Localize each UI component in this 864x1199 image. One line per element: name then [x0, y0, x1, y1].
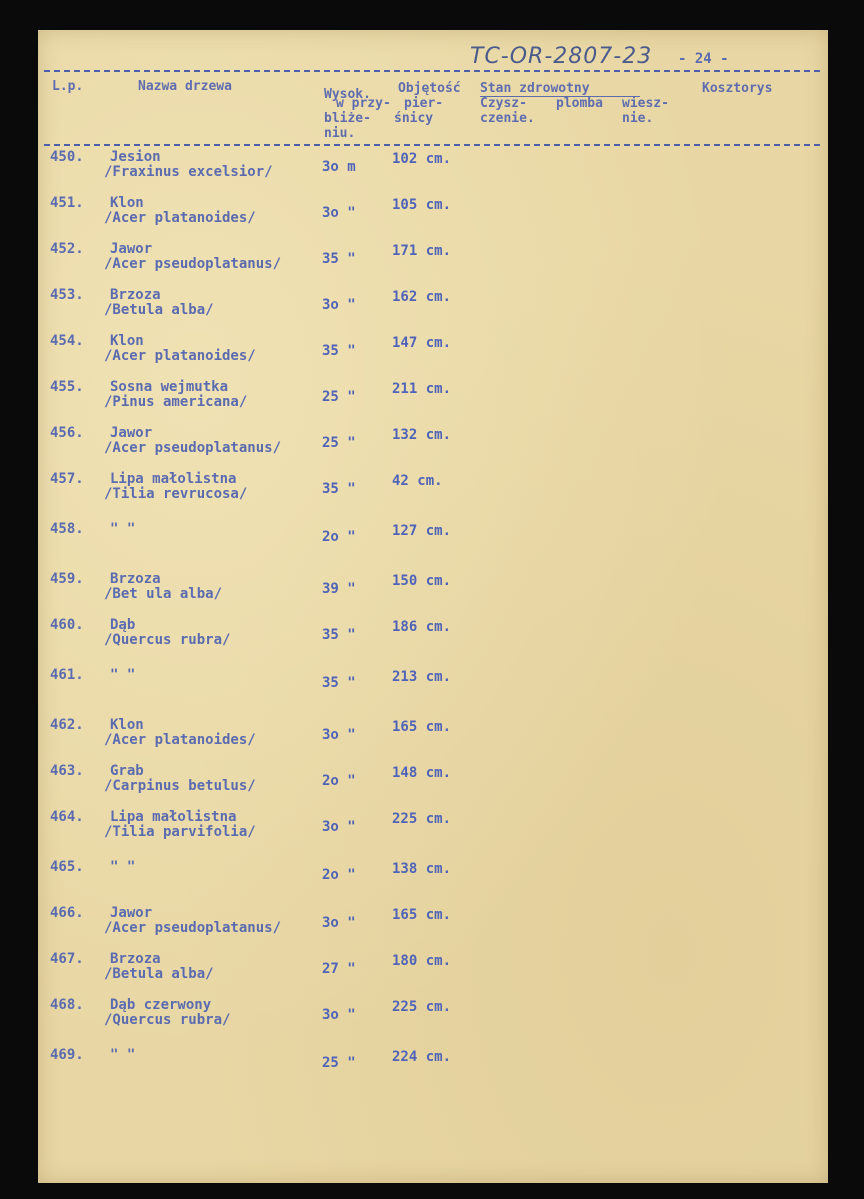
- handwritten-reference: TC-OR-2807-23: [470, 44, 653, 69]
- row-number: 455.: [50, 379, 84, 395]
- trunk-circumference: 211 cm.: [392, 381, 452, 397]
- tree-height: 27 ": [322, 961, 356, 977]
- tree-latin-name: /Quercus rubra/: [104, 1012, 231, 1028]
- tree-height: 25 ": [322, 435, 356, 451]
- row-number: 466.: [50, 905, 84, 921]
- tree-common-name: Lipa małolistna: [110, 471, 237, 487]
- header-height-line3: bliże-: [324, 111, 371, 126]
- row-number: 460.: [50, 617, 84, 633]
- tree-height: 35 ": [322, 627, 356, 643]
- tree-common-name: Brzoza: [110, 287, 161, 303]
- tree-height: 2o ": [322, 529, 356, 545]
- header-bottom-rule: [44, 144, 820, 146]
- row-number: 468.: [50, 997, 84, 1013]
- tree-common-name: " ": [110, 667, 136, 683]
- tree-common-name: " ": [110, 521, 136, 537]
- tree-latin-name: /Quercus rubra/: [104, 632, 231, 648]
- row-number: 454.: [50, 333, 84, 349]
- tree-height: 3o ": [322, 915, 356, 931]
- tree-common-name: Dąb czerwony: [110, 997, 212, 1013]
- page-number: - 24 -: [678, 51, 729, 67]
- tree-latin-name: /Tilia revrucosa/: [104, 486, 248, 502]
- row-number: 459.: [50, 571, 84, 587]
- tree-common-name: Lipa małolistna: [110, 809, 237, 825]
- tree-latin-name: /Pinus americana/: [104, 394, 248, 410]
- tree-common-name: Brzoza: [110, 571, 161, 587]
- trunk-circumference: 213 cm.: [392, 669, 452, 685]
- tree-height: 25 ": [322, 1055, 356, 1071]
- tree-height: 25 ": [322, 389, 356, 405]
- trunk-circumference: 162 cm.: [392, 289, 452, 305]
- tree-latin-name: /Acer pseudoplatanus/: [104, 256, 282, 272]
- header-volume-line3: śnicy: [394, 111, 434, 126]
- trunk-circumference: 224 cm.: [392, 1049, 452, 1065]
- header-health-hanging: wiesz-: [622, 96, 669, 111]
- tree-common-name: Klon: [110, 717, 144, 733]
- header-tree-name: Nazwa drzewa: [138, 79, 232, 94]
- document-page: [38, 30, 828, 1183]
- tree-height: 2o ": [322, 867, 356, 883]
- row-number: 450.: [50, 149, 84, 165]
- row-number: 464.: [50, 809, 84, 825]
- tree-latin-name: /Tilia parvifolia/: [104, 824, 256, 840]
- header-health-cleaning-cont: czenie.: [480, 111, 535, 126]
- header-cost: Kosztorys: [702, 81, 773, 96]
- tree-height: 3o ": [322, 297, 356, 313]
- tree-common-name: Klon: [110, 195, 144, 211]
- trunk-circumference: 225 cm.: [392, 999, 452, 1015]
- tree-height: 35 ": [322, 481, 356, 497]
- trunk-circumference: 132 cm.: [392, 427, 452, 443]
- tree-common-name: " ": [110, 1047, 136, 1063]
- tree-common-name: Jawor: [110, 905, 153, 921]
- row-number: 467.: [50, 951, 84, 967]
- tree-common-name: Grab: [110, 763, 144, 779]
- row-number: 461.: [50, 667, 84, 683]
- trunk-circumference: 171 cm.: [392, 243, 452, 259]
- tree-latin-name: /Acer platanoides/: [104, 210, 256, 226]
- tree-common-name: " ": [110, 859, 136, 875]
- tree-common-name: Jawor: [110, 425, 153, 441]
- trunk-circumference: 150 cm.: [392, 573, 452, 589]
- header-top-rule: [44, 70, 820, 72]
- tree-height: 3o ": [322, 1007, 356, 1023]
- tree-height: 3o ": [322, 819, 356, 835]
- trunk-circumference: 102 cm.: [392, 151, 452, 167]
- row-number: 469.: [50, 1047, 84, 1063]
- row-number: 465.: [50, 859, 84, 875]
- header-health-filling: plomba: [556, 96, 603, 111]
- row-number: 452.: [50, 241, 84, 257]
- trunk-circumference: 147 cm.: [392, 335, 452, 351]
- trunk-circumference: 225 cm.: [392, 811, 452, 827]
- trunk-circumference: 186 cm.: [392, 619, 452, 635]
- tree-common-name: Klon: [110, 333, 144, 349]
- row-number: 458.: [50, 521, 84, 537]
- row-number: 453.: [50, 287, 84, 303]
- row-number: 456.: [50, 425, 84, 441]
- tree-height: 2o ": [322, 773, 356, 789]
- tree-common-name: Jesion: [110, 149, 161, 165]
- tree-height: 3o ": [322, 205, 356, 221]
- tree-latin-name: /Betula alba/: [104, 302, 214, 318]
- tree-latin-name: /Acer platanoides/: [104, 732, 256, 748]
- header-health-cleaning: Czysz-: [480, 96, 527, 111]
- tree-height: 35 ": [322, 343, 356, 359]
- tree-latin-name: /Carpinus betulus/: [104, 778, 256, 794]
- header-height-line2: w przy-: [336, 96, 391, 111]
- tree-latin-name: /Acer pseudoplatanus/: [104, 920, 282, 936]
- tree-common-name: Brzoza: [110, 951, 161, 967]
- header-health-hanging-cont: nie.: [622, 111, 654, 126]
- tree-height: 35 ": [322, 251, 356, 267]
- tree-common-name: Jawor: [110, 241, 153, 257]
- tree-height: 35 ": [322, 675, 356, 691]
- tree-latin-name: /Betula alba/: [104, 966, 214, 982]
- tree-latin-name: /Fraxinus excelsior/: [104, 164, 273, 180]
- trunk-circumference: 127 cm.: [392, 523, 452, 539]
- header-volume-line2: pier-: [404, 96, 444, 111]
- header-health-title: Stan zdrowotny: [480, 81, 590, 96]
- tree-common-name: Dąb: [110, 617, 136, 633]
- tree-latin-name: /Bet ula alba/: [104, 586, 223, 602]
- header-volume-line1: Objętość: [398, 81, 461, 96]
- header-height-line4: niu.: [324, 126, 356, 141]
- row-number: 457.: [50, 471, 84, 487]
- tree-latin-name: /Acer pseudoplatanus/: [104, 440, 282, 456]
- trunk-circumference: 180 cm.: [392, 953, 452, 969]
- trunk-circumference: 148 cm.: [392, 765, 452, 781]
- tree-height: 39 ": [322, 581, 356, 597]
- tree-latin-name: /Acer platanoides/: [104, 348, 256, 364]
- header-lp: L.p.: [52, 79, 84, 94]
- header-height-line1: Wysok.: [324, 87, 371, 102]
- trunk-circumference: 42 cm.: [392, 473, 443, 489]
- row-number: 462.: [50, 717, 84, 733]
- trunk-circumference: 138 cm.: [392, 861, 452, 877]
- tree-height: 3o m: [322, 159, 356, 175]
- row-number: 451.: [50, 195, 84, 211]
- trunk-circumference: 165 cm.: [392, 719, 452, 735]
- trunk-circumference: 165 cm.: [392, 907, 452, 923]
- tree-height: 3o ": [322, 727, 356, 743]
- tree-common-name: Sosna wejmutka: [110, 379, 229, 395]
- trunk-circumference: 105 cm.: [392, 197, 452, 213]
- row-number: 463.: [50, 763, 84, 779]
